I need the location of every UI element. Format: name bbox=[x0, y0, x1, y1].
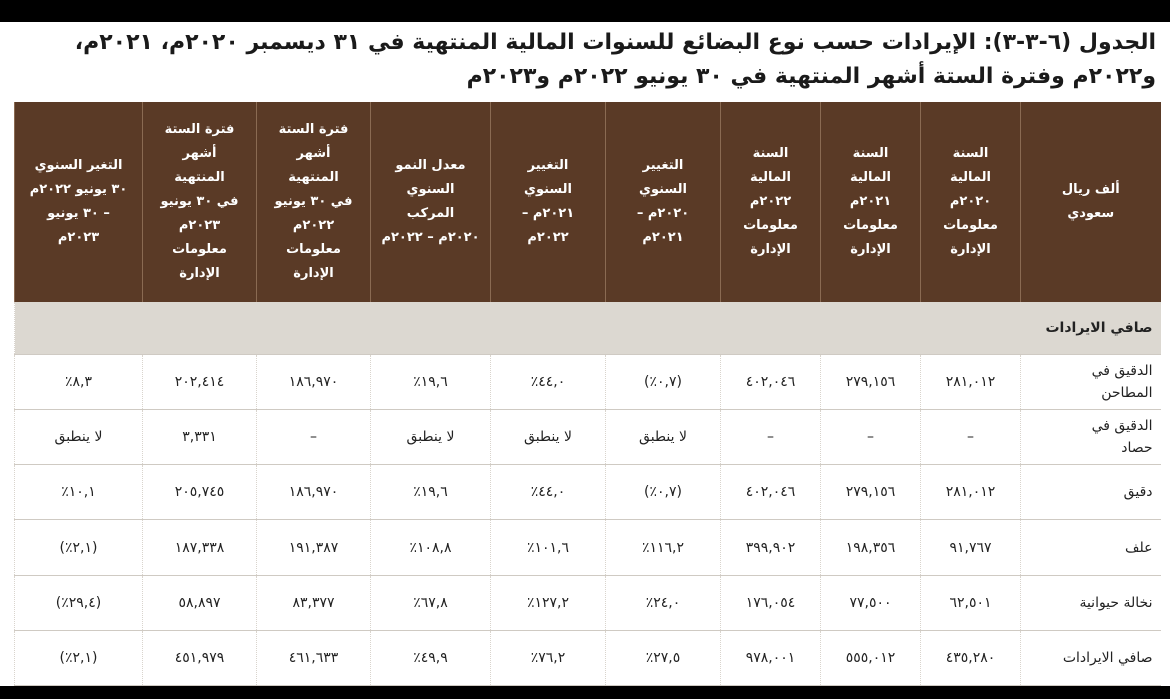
header-cell: فترة الستة أشهر المنتهية في ٣٠ يونيو ٢٠٢٣م معلومات الإدارة bbox=[143, 102, 257, 302]
table-cell: ١٠,١٪ bbox=[15, 465, 143, 520]
header-cell: السنة المالية ٢٠٢٠م معلومات الإدارة bbox=[921, 102, 1021, 302]
table-cell: لا ينطبق bbox=[15, 410, 143, 465]
table-cell: ٣٩٩,٩٠٢ bbox=[721, 520, 821, 575]
section-row bbox=[15, 302, 1161, 354]
table-cell: ٧٦,٢٪ bbox=[491, 630, 606, 685]
table-cell: ٢٤,٠٪ bbox=[606, 575, 721, 630]
table-title: الجدول (٦-٣-٣): الإيرادات حسب نوع البضائع للسنوات المالية المنتهية في ٣١ ديسمبر ٢٠٢٠م، ٢٠٢١م، و٢٠٢٢م وفترة الستة أشهر المنتهية في ٣٠ يونيو ٢٠٢٢م و٢٠٢٣م bbox=[74, 30, 1156, 89]
table-cell: ١٨٦,٩٧٠ bbox=[257, 354, 371, 409]
table-cell: ١٩,٦٪ bbox=[371, 465, 491, 520]
table-cell: ٢٧٩,١٥٦ bbox=[821, 354, 921, 409]
table-cell: (٢,١٪) bbox=[15, 630, 143, 685]
table-cell: ١٧٦,٠٥٤ bbox=[721, 575, 821, 630]
table-cell: ١٨٧,٣٣٨ bbox=[143, 520, 257, 575]
table-cell: لا ينطبق bbox=[491, 410, 606, 465]
table-cell: ٤٣٥,٢٨٠ bbox=[921, 630, 1021, 685]
table-cell: ٦٧,٨٪ bbox=[371, 575, 491, 630]
table-cell: – bbox=[721, 410, 821, 465]
table-cell: ٥٥٥,٠١٢ bbox=[821, 630, 921, 685]
table-cell: – bbox=[821, 410, 921, 465]
table-cell: (٠,٧٪) bbox=[606, 354, 721, 409]
row-label: علف bbox=[1021, 520, 1161, 575]
table-cell: ٤٤,٠٪ bbox=[491, 354, 606, 409]
table-cell: ٢٨١,٠١٢ bbox=[921, 465, 1021, 520]
revenue-table bbox=[14, 102, 1161, 686]
table-row bbox=[15, 465, 1161, 520]
table-cell: ٢٨١,٠١٢ bbox=[921, 354, 1021, 409]
table-cell: لا ينطبق bbox=[606, 410, 721, 465]
table-cell: ٤٩,٩٪ bbox=[371, 630, 491, 685]
section-label: صافي الايرادات bbox=[15, 302, 1161, 354]
row-label: دقيق bbox=[1021, 465, 1161, 520]
table-cell: ٤٠٢,٠٤٦ bbox=[721, 354, 821, 409]
row-label: الدقيق في حصاد bbox=[1021, 410, 1161, 465]
header-cell: التغيير السنوي ٢٠٢١م – ٢٠٢٢م bbox=[491, 102, 606, 302]
table-cell: ٩٧٨,٠٠١ bbox=[721, 630, 821, 685]
header-row bbox=[15, 102, 1161, 302]
header-cell: معدل النمو السنوي المركب ٢٠٢٠م – ٢٠٢٢م bbox=[371, 102, 491, 302]
table-row bbox=[15, 520, 1161, 575]
table-cell: (٠,٧٪) bbox=[606, 465, 721, 520]
table-cell: ٤٥١,٩٧٩ bbox=[143, 630, 257, 685]
table-cell: ١٠١,٦٪ bbox=[491, 520, 606, 575]
table-cell: ١٩٨,٣٥٦ bbox=[821, 520, 921, 575]
table-cell: – bbox=[921, 410, 1021, 465]
header-cell: فترة الستة أشهر المنتهية في ٣٠ يونيو ٢٠٢٢م معلومات الإدارة bbox=[257, 102, 371, 302]
header-cell: ألف ريال سعودي bbox=[1021, 102, 1161, 302]
table-cell: (٢٩,٤٪) bbox=[15, 575, 143, 630]
table-cell: ١٢٧,٢٪ bbox=[491, 575, 606, 630]
table-cell: ١٨٦,٩٧٠ bbox=[257, 465, 371, 520]
table-cell: لا ينطبق bbox=[371, 410, 491, 465]
table-cell: ٢٧,٥٪ bbox=[606, 630, 721, 685]
table-cell: ١١٦,٢٪ bbox=[606, 520, 721, 575]
table-cell: ٥٨,٨٩٧ bbox=[143, 575, 257, 630]
table-cell: ٧٧,٥٠٠ bbox=[821, 575, 921, 630]
table-cell: ٨,٣٪ bbox=[15, 354, 143, 409]
header-cell: التغيير السنوي ٢٠٢٠م – ٢٠٢١م bbox=[606, 102, 721, 302]
table-cell: ٢٠٥,٧٤٥ bbox=[143, 465, 257, 520]
row-label: صافي الايرادات bbox=[1021, 630, 1161, 685]
table-cell: (٢,١٪) bbox=[15, 520, 143, 575]
header-cell: السنة المالية ٢٠٢٢م معلومات الإدارة bbox=[721, 102, 821, 302]
table-cell: – bbox=[257, 410, 371, 465]
table-cell: ٢٠٢,٤١٤ bbox=[143, 354, 257, 409]
table-row bbox=[15, 410, 1161, 465]
table-cell: ٤٦١,٦٣٣ bbox=[257, 630, 371, 685]
table-cell: ٨٣,٣٧٧ bbox=[257, 575, 371, 630]
table-cell: ١٩,٦٪ bbox=[371, 354, 491, 409]
table-cell: ٢٧٩,١٥٦ bbox=[821, 465, 921, 520]
table-cell: ١٩١,٣٨٧ bbox=[257, 520, 371, 575]
table-row bbox=[15, 630, 1161, 685]
table-cell: ٣,٣٣١ bbox=[143, 410, 257, 465]
table-row bbox=[15, 575, 1161, 630]
document-page bbox=[0, 22, 1170, 686]
header-cell: السنة المالية ٢٠٢١م معلومات الإدارة bbox=[821, 102, 921, 302]
row-label: الدقيق في المطاحن bbox=[1021, 354, 1161, 409]
table-cell: ٤٤,٠٪ bbox=[491, 465, 606, 520]
table-cell: ٤٠٢,٠٤٦ bbox=[721, 465, 821, 520]
table-cell: ٩١,٧٦٧ bbox=[921, 520, 1021, 575]
table-cell: ١٠٨,٨٪ bbox=[371, 520, 491, 575]
table-cell: ٦٢,٥٠١ bbox=[921, 575, 1021, 630]
row-label: نخالة حيوانية bbox=[1021, 575, 1161, 630]
table-row bbox=[15, 354, 1161, 409]
header-cell: التغير السنوي ٣٠ يونيو ٢٠٢٢م – ٣٠ يونيو ٢٠٢٣م bbox=[15, 102, 143, 302]
